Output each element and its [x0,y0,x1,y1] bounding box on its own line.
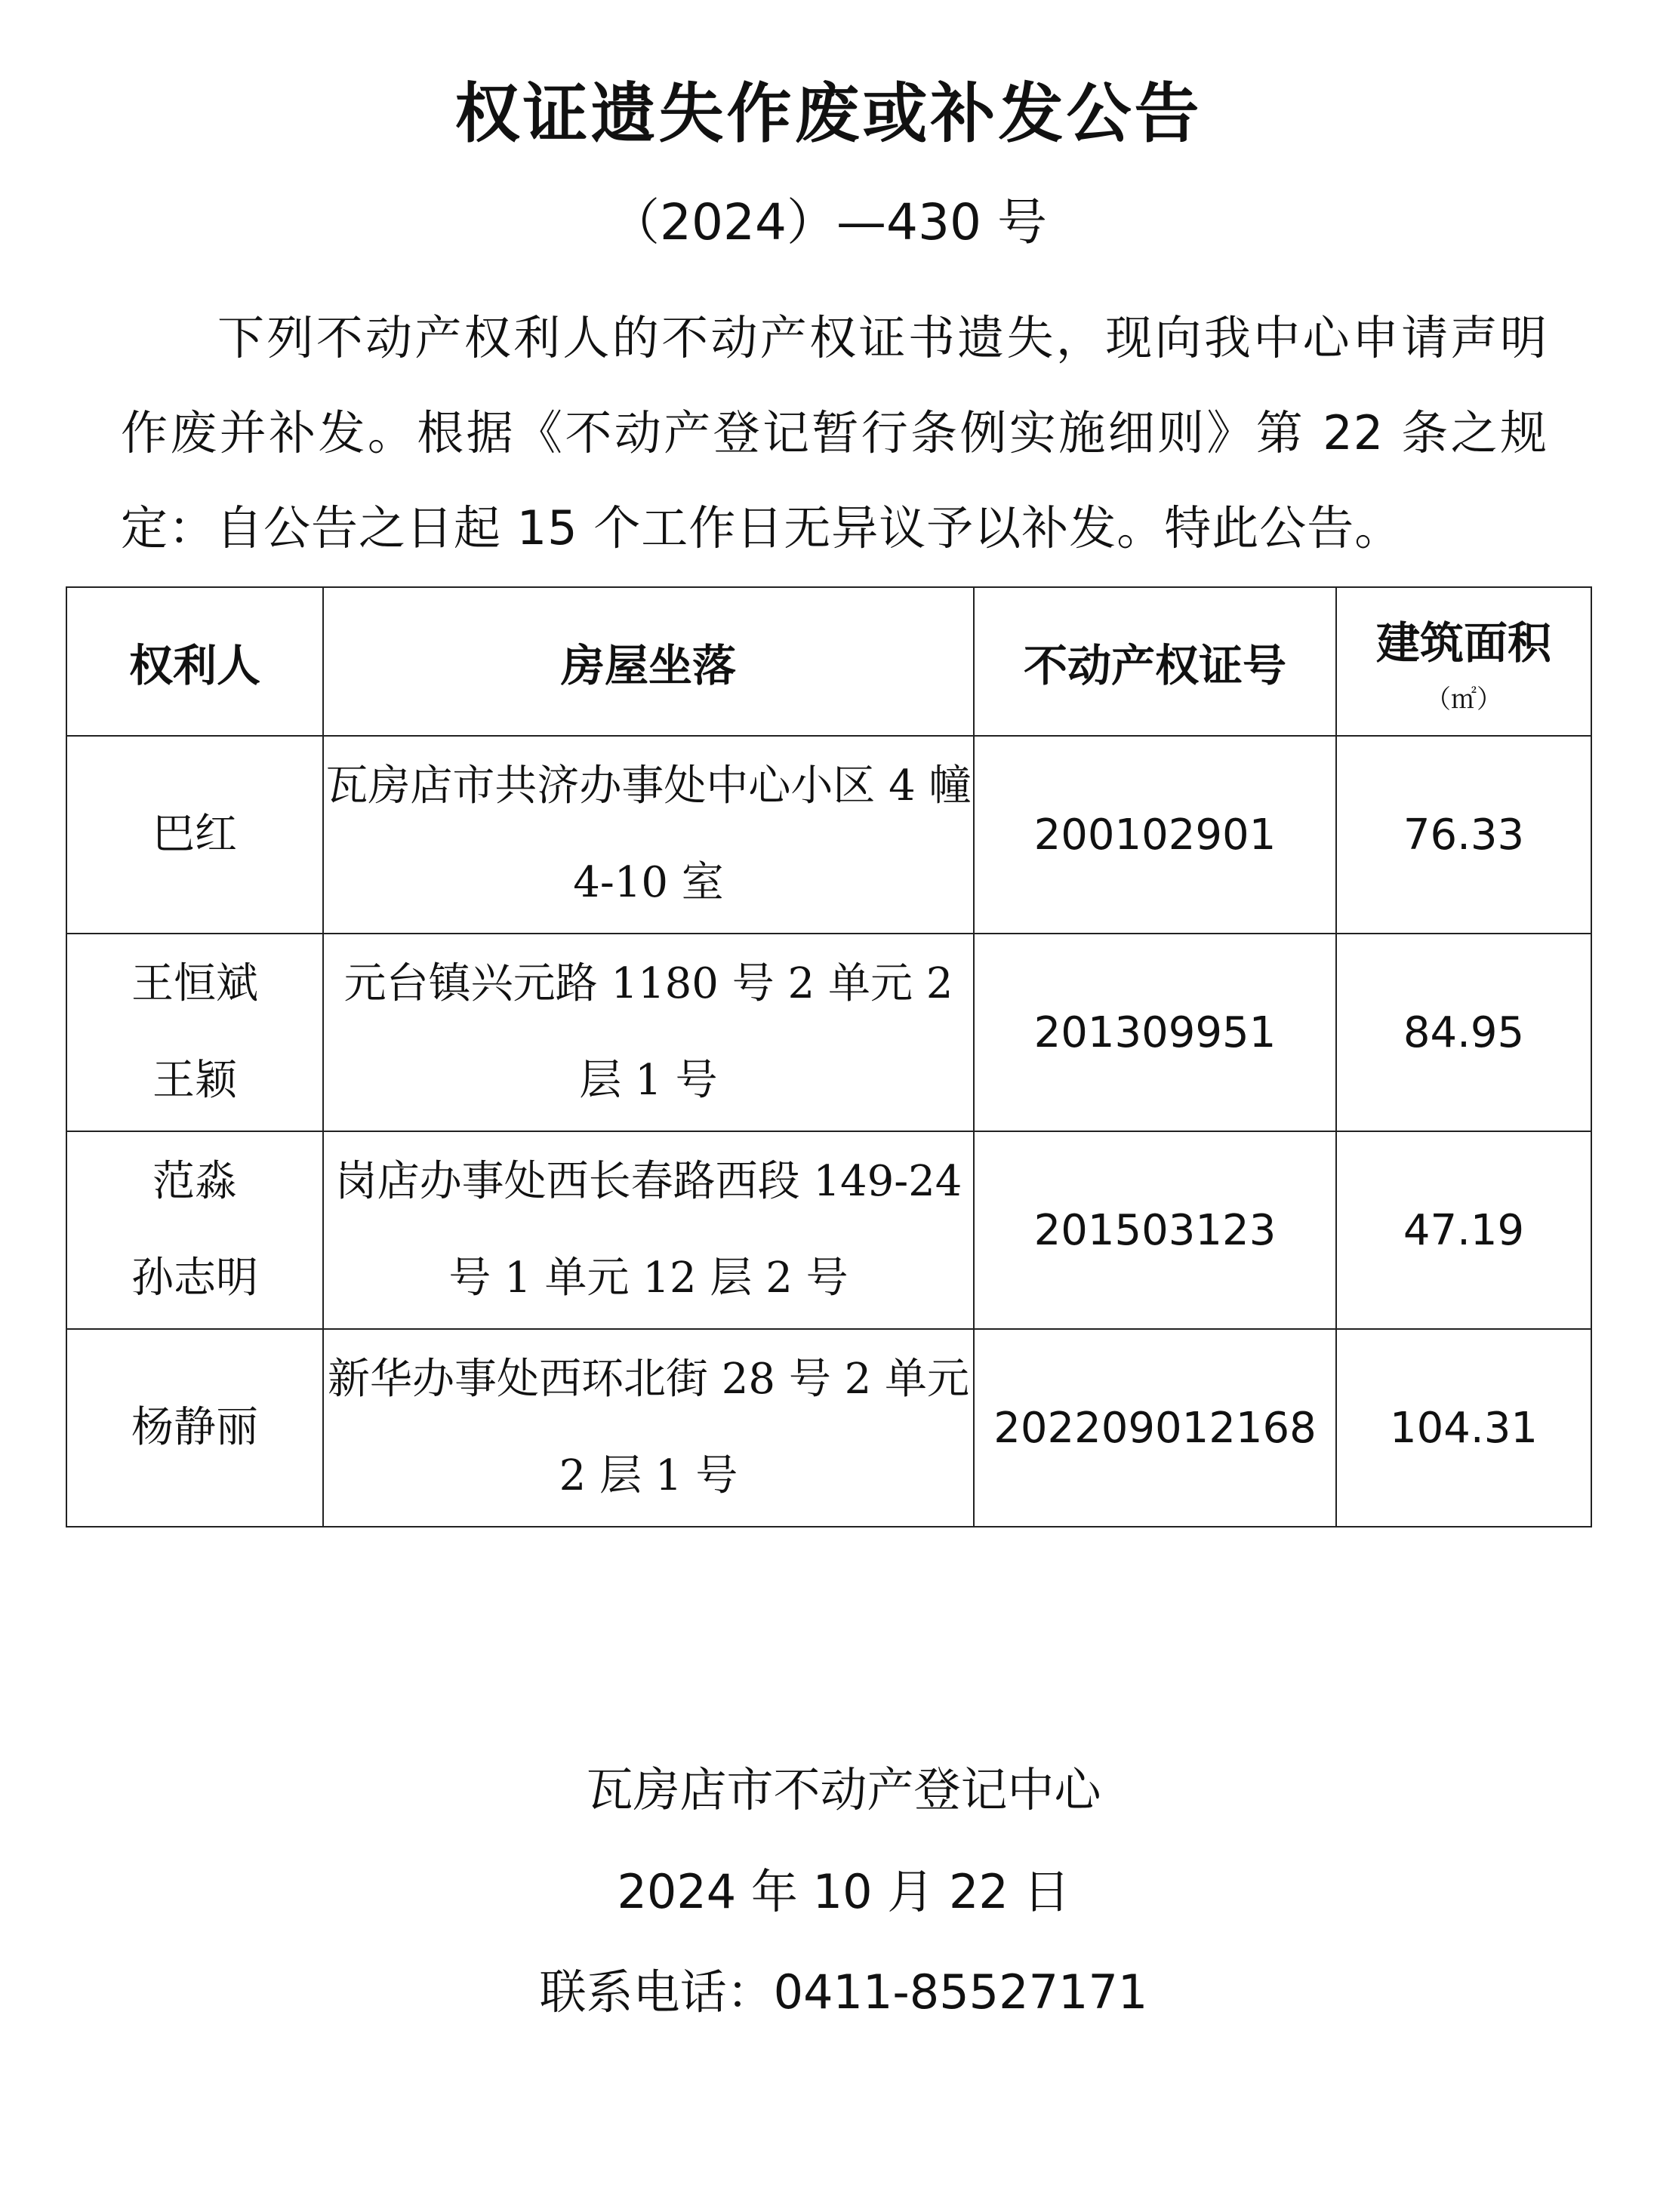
issue-date: 2024 年 10 月 22 日 [617,1864,1070,1919]
header-holder: 权利人 [66,587,323,736]
certificate-cell: 200102901 [974,736,1336,934]
header-area-unit: （㎡） [1425,685,1502,715]
holder-name: 范淼 [152,1157,237,1206]
area-cell: 76.33 [1336,736,1591,934]
certificate-cell: 201309951 [974,934,1336,1131]
holder-cell [66,1329,323,1527]
header-area [1336,587,1591,736]
notice-number: （2024）—430 号 [610,193,1047,251]
contact-phone: 联系电话：0411-85527171 [539,1964,1148,2020]
records-table [66,586,1592,1527]
location-cell: 元台镇兴元路 1180 号 2 单元 2 层 1 号 [323,934,974,1131]
holder-cell [66,934,323,1131]
notice-intro: 下列不动产权利人的不动产权证书遗失，现向我中心申请声明作废并补发。根据《不动产登记暂行条例实施细则》第 22 条之规定：自公告之日起 15 个工作日无异议予以补发。特此公告。 [121,310,1548,555]
certificate-cell: 201503123 [974,1131,1336,1329]
header-certificate: 不动产权证号 [974,587,1336,736]
area-cell: 84.95 [1336,934,1591,1131]
holder-name: 杨静丽 [131,1403,258,1452]
table-row [66,934,1591,1131]
table-row [66,1131,1591,1329]
area-cell: 104.31 [1336,1329,1591,1527]
holder-cell [66,736,323,934]
table-row [66,736,1591,934]
header-location: 房屋坐落 [323,587,974,736]
location-cell: 新华办事处西环北街 28 号 2 单元 2 层 1 号 [323,1329,974,1527]
holder-name: 巴红 [152,810,237,859]
holder-name: 王恒斌 [131,959,258,1008]
location-cell: 瓦房店市共济办事处中心小区 4 幢 4-10 室 [323,736,974,934]
issuing-organization: 瓦房店市不动产登记中心 [586,1762,1101,1817]
location-cell: 岗店办事处西长春路西段 149-24 号 1 单元 12 层 2 号 [323,1131,974,1329]
certificate-cell: 202209012168 [974,1329,1336,1527]
header-area-label: 建筑面积 [1375,617,1551,669]
holder-name: 王颖 [152,1056,237,1105]
area-cell: 47.19 [1336,1131,1591,1329]
notice-title: 权证遗失作废或补发公告 [454,76,1203,152]
holder-cell [66,1131,323,1329]
holder-name: 孙志明 [131,1254,258,1303]
table-row [66,1329,1591,1527]
table-header-row [66,587,1591,736]
